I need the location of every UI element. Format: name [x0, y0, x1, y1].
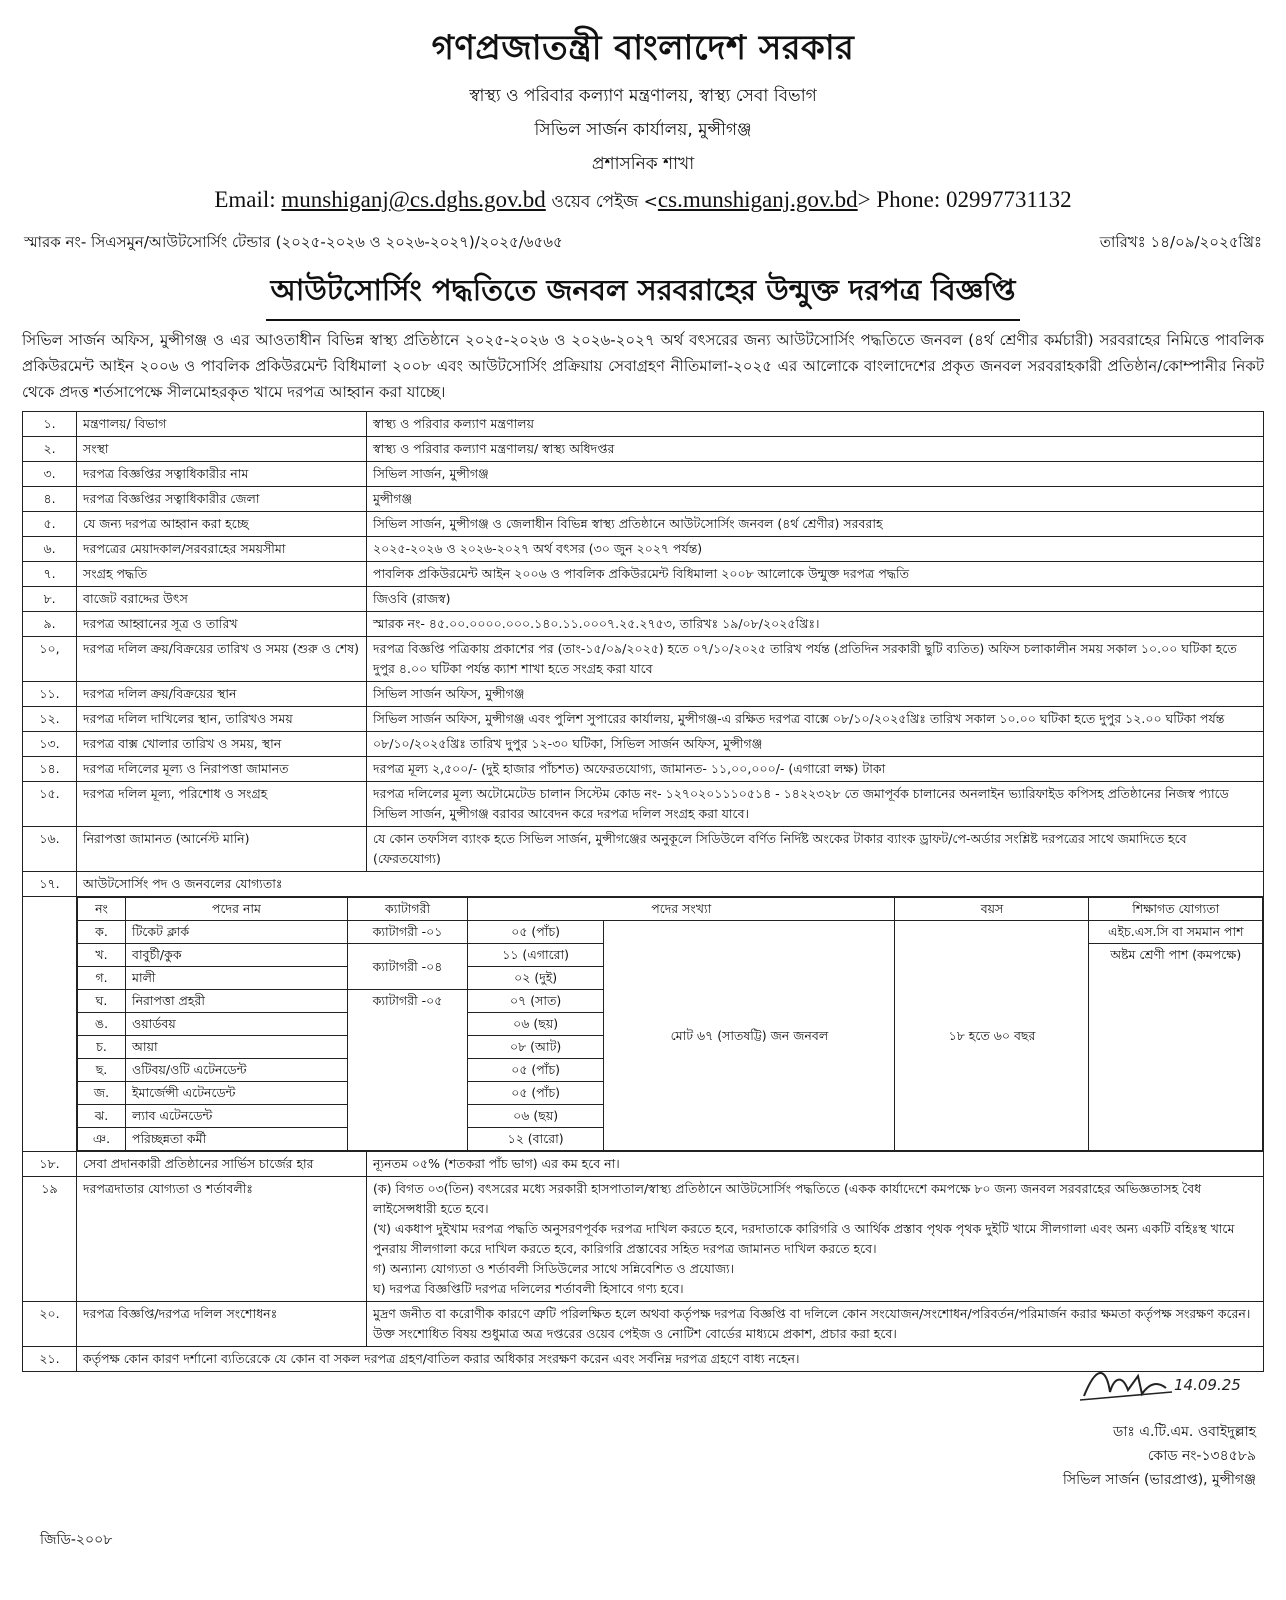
row-label: দরপত্র দলিলের মূল্য ও নিরাপত্তা জামানত: [77, 757, 367, 782]
row-sn: ১১.: [23, 682, 77, 707]
row-label: সংস্থা: [77, 437, 367, 462]
table-row-6: [23, 537, 1264, 562]
row-sn: ১২.: [23, 707, 77, 732]
row-sn: ৬.: [23, 537, 77, 562]
row-value: স্মারক নং- ৪৫.০০.০০০০.০০০.১৪০.১১.০০০৭.২৫.২৭৫৩, তারিখঃ ১৯/০৮/২০২৫খ্রিঃ।: [367, 612, 1264, 637]
table-row-19: [23, 1177, 1264, 1302]
age-range: ১৮ হতে ৬০ বছর: [895, 921, 1089, 1151]
post-name: ল্যাব এটেনডেন্ট: [126, 1105, 348, 1128]
table-row-8: [23, 587, 1264, 612]
row-20-label: দরপত্র বিজ্ঞপ্তি/দরপত্র দলিল সংশোধনঃ: [77, 1302, 367, 1347]
post-count: ০৫ (পাঁচ): [468, 921, 604, 944]
memo-number: স্মারক নং- সিএসমুন/আউটসোর্সিং টেন্ডার (২০২৫-২০২৬ ও ২০২৬-২০২৭)/২০২৫/৬৫৬৫: [24, 233, 563, 251]
table-row-5: [23, 512, 1264, 537]
row-value: সিভিল সার্জন অফিস, মুন্সীগঞ্জ: [367, 682, 1264, 707]
row-sn: ১৪.: [23, 757, 77, 782]
post-name: বাবুর্চী/কুক: [126, 944, 348, 967]
row-17-label: আউটসোর্সিং পদ ও জনবলের যোগ্যতাঃ: [77, 872, 1264, 897]
table-row-18: [23, 1152, 1264, 1177]
row-sn: ৭.: [23, 562, 77, 587]
category-04: ক্যাটাগরী -০৪: [348, 944, 468, 990]
table-row-17: [23, 872, 1264, 897]
web-label: ওয়েব পেইজ <: [551, 192, 658, 212]
table-row-10: [23, 637, 1264, 682]
post-name: ইমার্জেন্সী এটেনডেন্ট: [126, 1082, 348, 1105]
post-count: ০৬ (ছয়): [468, 1013, 604, 1036]
row-value: পাবলিক প্রকিউরমেন্ট আইন ২০০৬ ও পাবলিক প্রকিউরমেন্ট বিধিমালা ২০০৮ আলোকে উন্মুক্ত দরপত্র পদ্ধতি: [367, 562, 1264, 587]
table-row-3: [23, 462, 1264, 487]
row-label: নিরাপত্তা জামানত (আর্নেস্ট মানি): [77, 827, 367, 872]
post-no: ক.: [78, 921, 126, 944]
row-label: দরপত্র দলিল দাখিলের স্থান, তারিখও সময়: [77, 707, 367, 732]
header-post-count: পদের সংখ্যা: [468, 898, 895, 921]
row-sn: ৮.: [23, 587, 77, 612]
post-name: আয়া: [126, 1036, 348, 1059]
row-sn: ১৬.: [23, 827, 77, 872]
post-count: ১২ (বারো): [468, 1128, 604, 1151]
education-class-eight: অষ্টম শ্রেণী পাশ (কমপক্ষে): [1089, 944, 1263, 1151]
row-17-sn: ১৭.: [23, 872, 77, 897]
row-value: ০৮/১০/২০২৫খ্রিঃ তারিখ দুপুর ১২-৩০ ঘটিকা, সিভিল সার্জন অফিস, মুন্সীগঞ্জ: [367, 732, 1264, 757]
row-value: যে কোন তফসিল ব্যাংক হতে সিভিল সার্জন, মুন্সীগঞ্জের অনুকূলে সিডিউলে বর্ণিত নির্দিষ্ট অংকের টাকার ব্যাংক ড্রাফট/পে-অর্ডার সংশ্লিষ্ট দরপত্রের সাথে জমাদিতে হবে (ফেরতযোগ্য): [367, 827, 1264, 872]
header-age: বয়স: [895, 898, 1089, 921]
header-no: নং: [78, 898, 126, 921]
row-17-spacer: [23, 897, 77, 1152]
posts-header-row: [78, 898, 1263, 921]
row-21-sn: ২১.: [23, 1347, 77, 1372]
post-name: ওটিবয়/ওটি এটেনডেন্ট: [126, 1059, 348, 1082]
web-close: >: [857, 187, 871, 212]
row-label: দরপত্র দলিল ক্রয়/বিক্রয়ের স্থান: [77, 682, 367, 707]
header-post-name: পদের নাম: [126, 898, 348, 921]
handwritten-signature: [1076, 1356, 1246, 1412]
row-label: দরপত্র দলিল মূল্য, পরিশোধ ও সংগ্রহ: [77, 782, 367, 827]
phone-number: Phone: 02997731132: [876, 187, 1072, 212]
row-19-label: দরপত্রদাতার যোগ্যতা ও শর্তাবলীঃ: [77, 1177, 367, 1302]
signature-date: 14.09.25: [1174, 1376, 1241, 1394]
government-title: গণপ্রজাতন্ত্রী বাংলাদেশ সরকার: [431, 28, 855, 68]
posts-table: [77, 897, 1263, 1151]
row-value: দরপত্র বিজ্ঞপ্তি পত্রিকায় প্রকাশের পর (তাং-১৫/০৯/২০২৫) হতে ০৭/১০/২০২৫ তারিখ পর্যন্ত (প্রতিদিন সরকারী ছুটি ব্যতিত) অফিস চলাকালীন সময় সকাল ১০.০০ ঘটিকা হতে দুপুর ৪.০০ ঘটিকা পর্যন্ত ক্যাশ শাখা হতে সংগ্রহ করা যাবে: [367, 637, 1264, 682]
post-no: ঘ.: [78, 990, 126, 1013]
notice-title-text: আউটসোর্সিং পদ্ধতিতে জনবল সরবরাহের উন্মুক্ত দরপত্র বিজ্ঞপ্তি: [266, 268, 1019, 321]
category-01: ক্যাটাগরী -০১: [348, 921, 468, 944]
row-label: দরপত্রের মেয়াদকাল/সরবরাহের সময়সীমা: [77, 537, 367, 562]
post-count: ০৭ (সাত): [468, 990, 604, 1013]
row-label: সংগ্রহ পদ্ধতি: [77, 562, 367, 587]
signatory-block: [1063, 1420, 1256, 1492]
post-name: ওয়ার্ডবয়: [126, 1013, 348, 1036]
intro-paragraph: সিভিল সার্জন অফিস, মুন্সীগঞ্জ ও এর আওতাধীন বিভিন্ন স্বাস্থ্য প্রতিষ্ঠানে ২০২৫-২০২৬ ও ২০২৬-২০২৭ অর্থ বৎসরের জন্য আউটসোর্সিং পদ্ধতিতে জনবল (৪র্থ শ্রেণীর কর্মচারী) সরবরাহের নিমিত্তে পাবলিক প্রকিউরমেন্ট আইন ২০০৬ ও পাবলিক প্রকিউরমেন্ট বিধিমালা ২০০৮ এবং আউটসোর্সিং প্রক্রিয়ায় সেবাগ্রহণ নীতিমালা-২০২৫ এর আলোকে বাংলাদেশের প্রকৃত জনবল সরবরাহকারী প্রতিষ্ঠান/কোম্পানীর নিকট থেকে প্রদত্ত শর্তসাপেক্ষে সীলমোহরকৃত খামে দরপত্র আহ্বান করা যাচ্ছে।: [22, 331, 1264, 401]
table-row-12: [23, 707, 1264, 732]
row-value: জিওবি (রাজস্ব): [367, 587, 1264, 612]
row-sn: ১৩.: [23, 732, 77, 757]
table-row-7: [23, 562, 1264, 587]
condition-item-a: (ক) বিগত ০৩(তিন) বৎসরের মধ্যে সরকারী হাসপাতাল/স্বাস্থ্য প্রতিষ্ঠানে আউটসোর্সিং পদ্ধতিতে (একক কার্যাদেশে কমপক্ষে ৮০ জন্য জনবল সরবরাহের অভিজ্ঞতাসহ বৈধ লাইসেন্সধারী হতে হবে।: [373, 1181, 1202, 1216]
tender-rows-lower: [23, 872, 1264, 1372]
row-19-value: [367, 1177, 1264, 1302]
ministry-line: স্বাস্থ্য ও পরিবার কল্যাণ মন্ত্রণালয়, স্বাস্থ্য সেবা বিভাগ: [469, 86, 817, 106]
row-20-value: মুদ্রণ জনীত বা করোণীক কারণে ত্রুটি পরিলক্ষিত হলে অথবা কর্তৃপক্ষ দরপত্র বিজ্ঞপ্তি বা দলিলে কোন সংযোজন/সংশোধন/পরিবর্তন/পরিমার্জন করার ক্ষমতা কর্তৃপক্ষ সংরক্ষণ করেন। উক্ত সংশোধিত বিষয় শুধুমাত্র অত্র দপ্তরের ওয়েব পেইজ ও নোটিশ বোর্ডের মাধ্যমে প্রকাশ, প্রচার করা হবে।: [367, 1302, 1264, 1347]
post-count: ১১ (এগারো): [468, 944, 604, 967]
row-18-value: ন্যূনতম ০৫% (শতকরা পাঁচ ভাগ) এর কম হবে না।: [367, 1152, 1264, 1177]
signatory-code: কোড নং-১৩৪৫৮৯: [1147, 1448, 1256, 1464]
row-sn: ৫.: [23, 512, 77, 537]
post-no: খ.: [78, 944, 126, 967]
signatory-designation: সিভিল সার্জন (ভারপ্রাপ্ত), মুন্সীগঞ্জ: [1062, 1472, 1256, 1488]
row-value: মুন্সীগঞ্জ: [367, 487, 1264, 512]
post-name: পরিচ্ছন্নতা কর্মী: [126, 1128, 348, 1151]
tender-rows: [23, 412, 1264, 872]
row-sn: ১৫.: [23, 782, 77, 827]
row-label: যে জন্য দরপত্র আহ্বান করা হচ্ছে: [77, 512, 367, 537]
row-sn: ৪.: [23, 487, 77, 512]
row-value: সিভিল সার্জন অফিস, মুন্সীগঞ্জ এবং পুলিশ সুপারের কার্যালয়, মুন্সীগঞ্জ-এ রক্ষিত দরপত্র বাক্সে ০৮/১০/২০২৫খ্রিঃ তারিখ সকাল ১০.০০ ঘটিকা হতে দুপুর ১২.০০ ঘটিকা পর্যন্ত: [367, 707, 1264, 732]
post-name: টিকেট ক্লার্ক: [126, 921, 348, 944]
table-row-11: [23, 682, 1264, 707]
row-value: ২০২৫-২০২৬ ও ২০২৬-২০২৭ অর্থ বৎসর (৩০ জুন ২০২৭ পর্যন্ত): [367, 537, 1264, 562]
row-label: দরপত্র আহ্বানের সূত্র ও তারিখ: [77, 612, 367, 637]
row-19-sn: ১৯: [23, 1177, 77, 1302]
post-no: গ.: [78, 967, 126, 990]
table-row-13: [23, 732, 1264, 757]
post-no: জ.: [78, 1082, 126, 1105]
post-name: মালী: [126, 967, 348, 990]
post-no: চ.: [78, 1036, 126, 1059]
post-count: ০৮ (আট): [468, 1036, 604, 1059]
row-value: সিভিল সার্জন, মুন্সীগঞ্জ ও জেলাধীন বিভিন্ন স্বাস্থ্য প্রতিষ্ঠানে আউটসোর্সিং জনবল (৪র্থ শ্রেণীর) সরবরাহ: [367, 512, 1264, 537]
notice-title: [22, 268, 1264, 321]
email-link[interactable]: munshiganj@cs.dghs.gov.bd: [281, 187, 546, 212]
post-count: ০৬ (ছয়): [468, 1105, 604, 1128]
table-row-17-posts: [23, 897, 1264, 1152]
website-link[interactable]: cs.munshiganj.gov.bd: [657, 187, 858, 212]
row-label: বাজেট বরাদ্দের উৎস: [77, 587, 367, 612]
row-20-sn: ২০.: [23, 1302, 77, 1347]
header-category: ক্যাটাগরী: [348, 898, 468, 921]
row-value: স্বাস্থ্য ও পরিবার কল্যাণ মন্ত্রণালয়/ স্বাস্থ্য অধিদপ্তর: [367, 437, 1264, 462]
row-18-sn: ১৮.: [23, 1152, 77, 1177]
row-value: সিভিল সার্জন, মুন্সীগঞ্জ: [367, 462, 1264, 487]
row-value: দরপত্র দলিলের মূল্য অটোমেটেড চালান সিস্টেম কোড নং- ১২৭০২০১১১০৫১৪ - ১৪২২৩২৮ তে জমাপূর্বক চালানের অনলাইন ভ্যারিফাইড কপিসহ প্রতিষ্ঠানের নিজস্ব প্যাডে সিভিল সার্জন, মুন্সীগঞ্জ বরাবর আবেদন করে দরপত্র দলিল সংগ্রহ করা যাবে।: [367, 782, 1264, 827]
letterhead: [22, 0, 1264, 217]
tender-details-table: [22, 411, 1264, 1372]
post-count: ০৫ (পাঁচ): [468, 1082, 604, 1105]
table-row-14: [23, 757, 1264, 782]
post-row: [78, 921, 1263, 944]
row-sn: ১০,: [23, 637, 77, 682]
table-row-1: [23, 412, 1264, 437]
table-row-4: [23, 487, 1264, 512]
gd-number: জিডি-২০০৮: [40, 1532, 113, 1548]
posts-cell: [77, 897, 1264, 1152]
row-label: মন্ত্রণালয়/ বিভাগ: [77, 412, 367, 437]
branch-line: প্রশাসনিক শাখা: [591, 154, 695, 174]
table-row-2: [23, 437, 1264, 462]
reference-row: [22, 231, 1264, 256]
row-value: স্বাস্থ্য ও পরিবার কল্যাণ মন্ত্রণালয়: [367, 412, 1264, 437]
category-05: ক্যাটাগরী -০৫: [348, 990, 468, 1151]
row-label: দরপত্র বিজ্ঞপ্তির সত্বাধিকারীর জেলা: [77, 487, 367, 512]
condition-item-d: ঘ) দরপত্র বিজ্ঞপ্তিটি দরপত্র দলিলের শর্তাবলী হিসাবে গণ্য হবে।: [373, 1281, 684, 1296]
office-line: সিভিল সার্জন কার্যালয়, মুন্সীগঞ্জ: [534, 120, 752, 140]
post-count: ০৫ (পাঁচ): [468, 1059, 604, 1082]
table-row-15: [23, 782, 1264, 827]
total-manpower: মোট ৬৭ (সাতষট্টি) জন জনবল: [604, 921, 895, 1151]
table-row-16: [23, 827, 1264, 872]
signatory-name: ডাঃ এ.টি.এম. ওবাইদুল্লাহ: [1113, 1424, 1256, 1440]
signature-image: [1076, 1356, 1246, 1416]
post-no: ছ.: [78, 1059, 126, 1082]
table-row-20: [23, 1302, 1264, 1347]
post-name: নিরাপত্তা প্রহরী: [126, 990, 348, 1013]
table-row-9: [23, 612, 1264, 637]
post-no: ঝ.: [78, 1105, 126, 1128]
row-sn: ৯.: [23, 612, 77, 637]
email-label: Email:: [214, 187, 276, 212]
row-label: দরপত্র বাক্স খোলার তারিখ ও সময়, স্থান: [77, 732, 367, 757]
row-sn: ২.: [23, 437, 77, 462]
row-21-value: কর্তৃপক্ষ কোন কারণ দর্শানো ব্যতিরেকে যে কোন বা সকল দরপত্র গ্রহণ/বাতিল করার অধিকার সংরক্ষণ করেন এবং সর্বনিম্ন দরপত্র গ্রহণে বাধ্য নহেন।: [77, 1347, 1264, 1372]
post-count: ০২ (দুই): [468, 967, 604, 990]
post-no: ঙ.: [78, 1013, 126, 1036]
row-label: দরপত্র দলিল ক্রয়/বিক্রয়ের তারিখ ও সময় (শুরু ও শেষ): [77, 637, 367, 682]
row-sn: ৩.: [23, 462, 77, 487]
header-education: শিক্ষাগত যোগ্যতা: [1089, 898, 1263, 921]
contact-line: [22, 187, 1264, 217]
row-label: দরপত্র বিজ্ঞপ্তির সত্বাধিকারীর নাম: [77, 462, 367, 487]
row-18-label: সেবা প্রদানকারী প্রতিষ্ঠানের সার্ভিস চার্জের হার: [77, 1152, 367, 1177]
row-sn: ১.: [23, 412, 77, 437]
post-no: ঞ.: [78, 1128, 126, 1151]
education-hsc: এইচ.এস.সি বা সমমান পাশ: [1089, 921, 1263, 944]
row-value: দরপত্র মূল্য ২,৫০০/- (দুই হাজার পাঁচশত) অফেরতযোগ্য, জামানত- ১১,০০,০০০/- (এগারো লক্ষ) টাকা: [367, 757, 1264, 782]
condition-item-b: (খ) একধাপ দুইখাম দরপত্র পদ্ধতি অনুসরণপূর্বক দরপত্র দাখিল করতে হবে, দরদাতাকে কারিগরি ও আর্থিক প্রস্তাব পৃথক পৃথক দুইটি খামে সীলগালা এবং অন্য একটি বহিঃস্থ খামে পুনরায় সীলগালা করে দাখিল করতে হবে, কারিগরি প্রস্তাবের সহিত দরপত্র জামানত দাখিল করতে হবে।: [373, 1221, 1235, 1256]
condition-item-c: গ) অন্যান্য যোগ্যতা ও শর্তাবলী সিডিউলের সাথে সন্নিবেশিত ও প্রযোজ্য।: [373, 1261, 735, 1276]
posts-body: [78, 898, 1263, 1151]
notice-date: তারিখঃ ১৪/০৯/২০২৫খ্রিঃ: [1099, 233, 1262, 251]
